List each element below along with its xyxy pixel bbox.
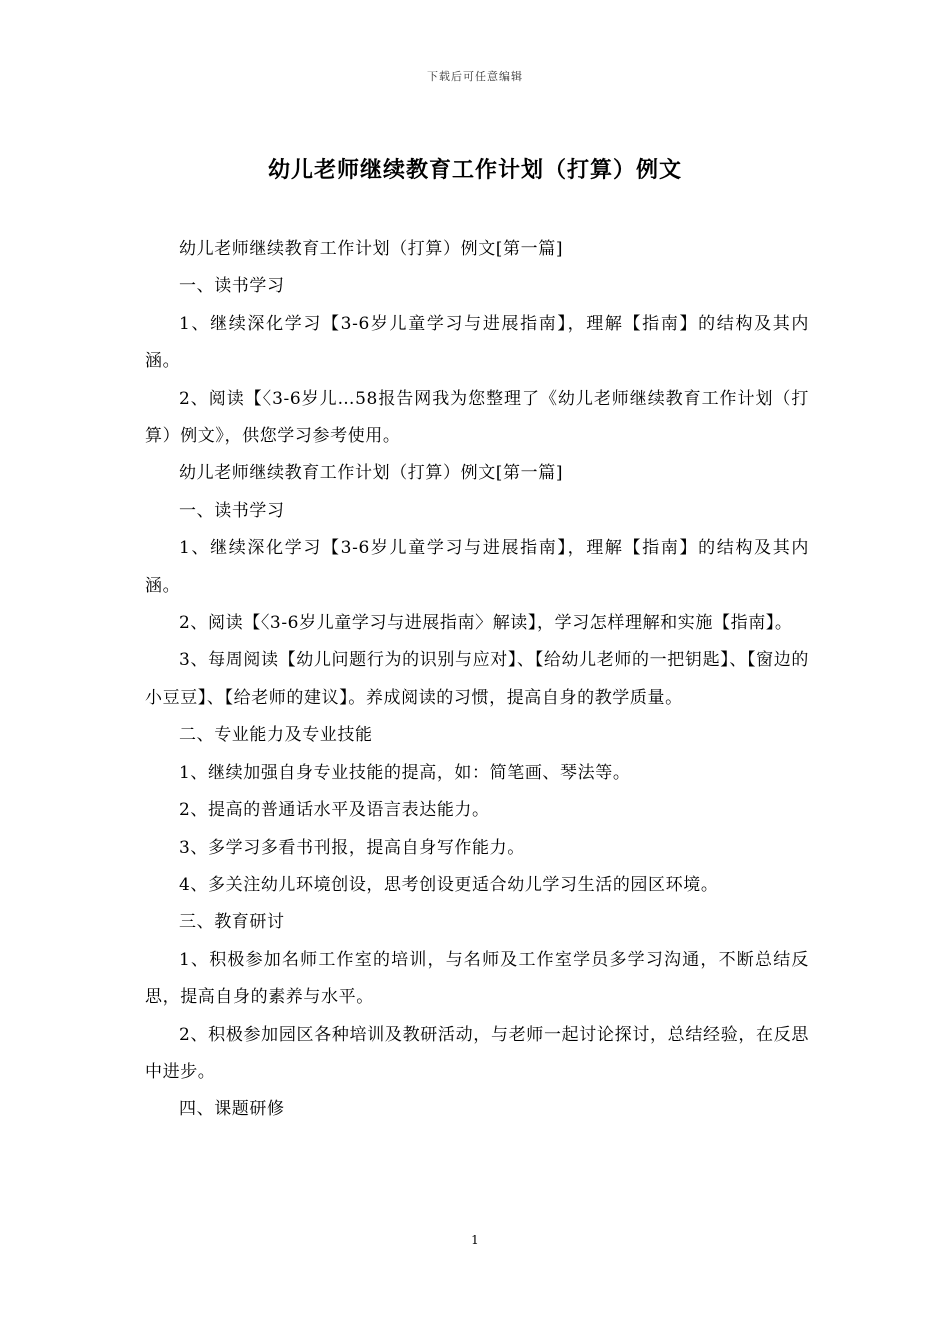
document-title: 幼儿老师继续教育工作计划（打算）例文	[267, 157, 682, 183]
paragraph: 幼儿老师继续教育工作计划（打算）例文[第一篇]	[179, 239, 564, 259]
document-body	[145, 231, 809, 1129]
paragraph: 2、阅读【〈3-6岁儿…58报告网我为您整理了《幼儿老师继续教育工作计划（打算）例文》，供您学习参考使用。	[145, 388, 809, 447]
paragraph: 2、提高的普通话水平及语言表达能力。	[179, 800, 490, 821]
document-header-note: 下载后可任意编辑	[427, 70, 523, 83]
paragraph: 1、继续加强自身专业技能的提高，如：简笔画、琴法等。	[179, 762, 631, 783]
paragraph: 幼儿老师继续教育工作计划（打算）例文[第一篇]	[179, 463, 564, 484]
paragraph: 3、每周阅读【幼儿问题行为的识别与应对】、【给幼儿老师的一把钥匙】、【窗边的小豆豆】、【给老师的建议】。养成阅读的习惯，提高自身的教学质量。	[145, 650, 809, 708]
section-heading: 一、读书学习	[179, 500, 285, 521]
paragraph: 3、多学习多看书刊报，提高自身写作能力。	[179, 837, 525, 858]
section-heading: 四、课题研修	[179, 1099, 285, 1120]
paragraph: 1、积极参加名师工作室的培训，与名师及工作室学员多学习沟通，不断总结反思，提高自身的素养与水平。	[145, 949, 809, 1008]
page-number: 1	[471, 1233, 479, 1247]
paragraph: 2、阅读【〈3-6岁儿童学习与进展指南〉解读】，学习怎样理解和实施【指南】。	[179, 613, 793, 634]
section-heading: 二、专业能力及专业技能	[179, 725, 373, 746]
paragraph: 2、积极参加园区各种培训及教研活动，与老师一起讨论探讨，总结经验，在反思中进步。	[145, 1024, 809, 1082]
paragraph: 1、继续深化学习【3-6岁儿童学习与进展指南】，理解【指南】的结构及其内涵。	[145, 538, 809, 596]
paragraph: 4、多关注幼儿环境创设，思考创设更适合幼儿学习生活的园区环境。	[179, 874, 719, 895]
paragraph: 1、继续深化学习【3-6岁儿童学习与进展指南】，理解【指南】的结构及其内涵。	[145, 313, 809, 372]
section-heading: 一、读书学习	[179, 276, 285, 297]
section-heading: 三、教育研讨	[179, 912, 285, 933]
